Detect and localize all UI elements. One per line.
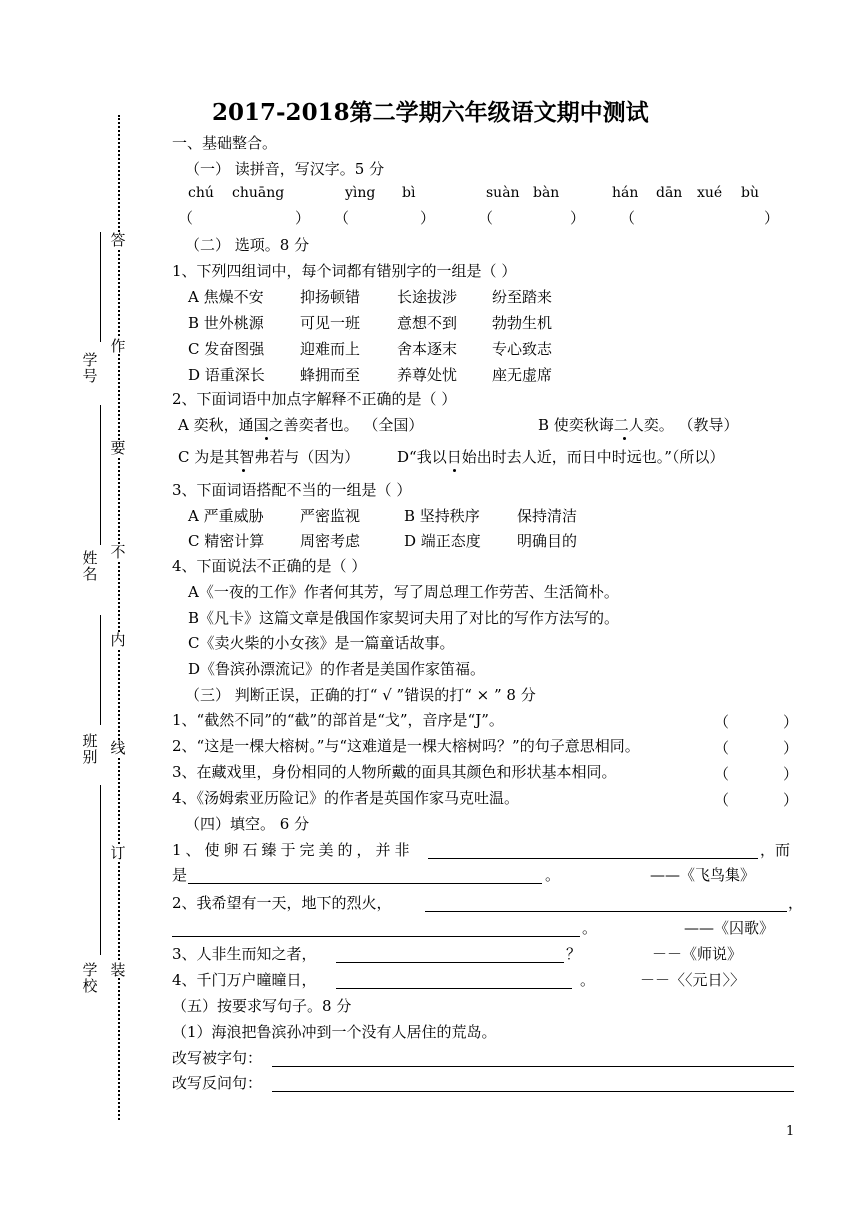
fill-blank[interactable] [188, 883, 542, 884]
fill-text: 是 [172, 866, 188, 884]
answer-paren-close: ） [783, 739, 799, 757]
option-text: A《一夜的工作》作者何其芳，写了周总理工作劳苦、生活简朴。 [188, 583, 619, 601]
rewrite-rhetorical-line[interactable] [272, 1091, 794, 1092]
rewrite-label: 改写被字句： [172, 1049, 263, 1067]
class-label: 班别 [82, 732, 98, 766]
class-line [100, 615, 101, 725]
pinyin: suàn [486, 185, 520, 201]
fill-source: ——《飞鸟集》 [650, 866, 756, 884]
answer-paren-close: ） [420, 209, 436, 227]
option-text: 养尊处忧 [397, 366, 458, 384]
option-text: C 精密计算 [188, 532, 265, 550]
fill-source: －－〈〈元日〉〉 [640, 971, 746, 989]
pinyin: yìng [345, 185, 376, 201]
fill-text: 。 [582, 919, 598, 937]
answer-paren-open[interactable]: （ [334, 209, 350, 227]
judgement-item: 1、“截然不同”的“截”的部首是“戈”，音序是“J”。 [172, 711, 504, 729]
binding-char: 要 [110, 439, 126, 457]
option-text: B 世外桃源 [188, 314, 264, 332]
option-text: C《卖火柴的小女孩》是一篇童话故事。 [188, 634, 455, 652]
pinyin: bù [741, 185, 759, 201]
option-text: 长途拔涉 [397, 288, 458, 306]
emphasis-dot [242, 469, 245, 472]
fill-text: ， [788, 894, 804, 912]
option-text: 可见一班 [300, 314, 361, 332]
answer-paren-close: ） [764, 209, 780, 227]
fill-blank[interactable] [336, 962, 564, 963]
option-text: C 为是其智弗若与（因为） [178, 448, 360, 466]
part-heading: （三） 判断正误，正确的打“ √ ”错误的打“ × ” 8 分 [185, 686, 536, 704]
question-stem: 4、下面说法不正确的是（ ） [172, 557, 367, 575]
name-label: 姓名 [82, 549, 98, 583]
option-text: A 严重威胁 [188, 507, 264, 525]
school-label: 学校 [82, 961, 98, 995]
page-title: 2017-2018第二学期六年级语文期中测试 [212, 99, 649, 126]
student-id-label: 学号 [82, 351, 98, 385]
section-heading: 一、基础整合。 [172, 134, 278, 152]
judgement-item: 3、在藏戏里，身份相同的人物所戴的面具其颜色和形状基本相同。 [172, 763, 617, 781]
rewrite-label: 改写反问句： [172, 1074, 263, 1092]
school-line [100, 785, 101, 955]
judgement-item: 4、《汤姆索亚历险记》的作者是英国作家马克吐温。 [172, 789, 520, 807]
answer-paren-open[interactable]: （ [714, 791, 730, 809]
option-text: C 发奋图强 [188, 340, 265, 358]
binding-char: 订 [110, 844, 126, 862]
binding-char: 装 [110, 961, 126, 979]
answer-paren-close: ） [783, 791, 799, 809]
option-text: 专心致志 [492, 340, 553, 358]
answer-paren-close: ） [783, 765, 799, 783]
option-text: B《凡卡》这篇文章是俄国作家契诃夫用了对比的写作方法写的。 [188, 609, 620, 627]
name-line [100, 405, 101, 545]
fill-blank[interactable] [336, 988, 572, 989]
option-text: B 使奕秋诲二人奕。 （教导） [538, 416, 739, 434]
option-text: 周密考虑 [300, 532, 361, 550]
pinyin: bàn [533, 185, 560, 201]
fill-text: 4、千门万户曈曈日， [172, 971, 317, 989]
fill-blank[interactable] [425, 911, 787, 912]
pinyin: chuāng [232, 185, 285, 201]
answer-paren-open[interactable]: （ [714, 739, 730, 757]
binding-char: 作 [110, 337, 126, 355]
pinyin: chú [188, 185, 214, 201]
option-text: 座无虚席 [492, 366, 553, 384]
sentence-prompt: （1）海浪把鲁滨孙冲到一个没有人居住的荒岛。 [172, 1023, 497, 1041]
answer-paren-open[interactable]: （ [714, 765, 730, 783]
question-stem: 3、下面词语搭配不当的一组是（ ） [172, 481, 412, 499]
rewrite-passive-line[interactable] [272, 1066, 794, 1067]
binding-char: 答 [110, 231, 126, 249]
fill-text: 。 [580, 971, 596, 989]
option-text: D 端正态度 [404, 532, 481, 550]
student-id-line [100, 232, 101, 342]
part-heading: （二） 选项。8 分 [185, 236, 310, 254]
pinyin: bì [402, 185, 416, 201]
option-text: 蜂拥而至 [300, 366, 361, 384]
pinyin: dān [656, 185, 683, 201]
part-heading: （五）按要求写句子。8 分 [172, 997, 352, 1015]
option-text: 纷至踏来 [492, 288, 553, 306]
pinyin: hán [612, 185, 639, 201]
option-text: D《鲁滨孙漂流记》的作者是美国作家笛福。 [188, 660, 486, 678]
fill-blank[interactable] [428, 858, 758, 859]
fill-text: 。 [545, 866, 561, 884]
answer-paren-open[interactable]: （ [714, 713, 730, 731]
option-text: 保持清洁 [517, 507, 578, 525]
question-stem: 2、下面词语中加点字解释不正确的是（ ） [172, 390, 457, 408]
option-text: 严密监视 [300, 507, 361, 525]
option-text: 勃勃生机 [492, 314, 553, 332]
option-text: 意想不到 [397, 314, 458, 332]
option-text: 明确目的 [517, 532, 578, 550]
option-text: 迎难而上 [300, 340, 361, 358]
answer-paren-close: ） [783, 713, 799, 731]
emphasis-dot [623, 437, 626, 440]
emphasis-dot [265, 437, 268, 440]
answer-paren-open[interactable]: （ [620, 209, 636, 227]
option-text: 抑扬顿错 [300, 288, 361, 306]
option-text: B 坚持秩序 [404, 507, 480, 525]
binding-char: 内 [110, 631, 126, 649]
fill-text: ，而 [760, 841, 791, 859]
binding-char: 线 [110, 739, 126, 757]
page-number: 1 [786, 1124, 795, 1139]
part-heading: （一） 读拼音，写汉字。5 分 [185, 160, 385, 178]
answer-paren-close: ） [295, 209, 311, 227]
option-text: D 语重深长 [188, 366, 265, 384]
option-text: D“我以日始出时去人近，而日中时远也。”（所以） [397, 448, 725, 466]
emphasis-dot [453, 469, 456, 472]
part-heading: （四）填空。 6 分 [185, 815, 310, 833]
fill-source: －－《师说》 [652, 945, 743, 963]
answer-paren-open[interactable]: （ [478, 209, 494, 227]
fill-blank[interactable] [172, 936, 580, 937]
binding-char: 不 [110, 543, 126, 561]
fill-text: ？ [566, 945, 582, 963]
answer-paren-close: ） [570, 209, 586, 227]
answer-paren-open[interactable]: （ [178, 209, 194, 227]
option-text: A 焦燥不安 [188, 288, 264, 306]
option-text: A 奕秋，通国之善奕者也。 （全国） [178, 416, 424, 434]
pinyin: xué [697, 185, 723, 201]
fill-text: 1、使卵石臻于完美的，并非 [172, 841, 414, 859]
question-stem: 1、下列四组词中，每个词都有错别字的一组是（ ） [172, 262, 517, 280]
fill-source: ——《囚歌》 [684, 919, 775, 937]
fill-text: 3、人非生而知之者， [172, 945, 317, 963]
option-text: 舍本逐末 [397, 340, 458, 358]
judgement-item: 2、“这是一棵大榕树。”与“这难道是一棵大榕树吗？”的句子意思相同。 [172, 737, 640, 755]
fill-text: 2、我希望有一天，地下的烈火， [172, 894, 392, 912]
